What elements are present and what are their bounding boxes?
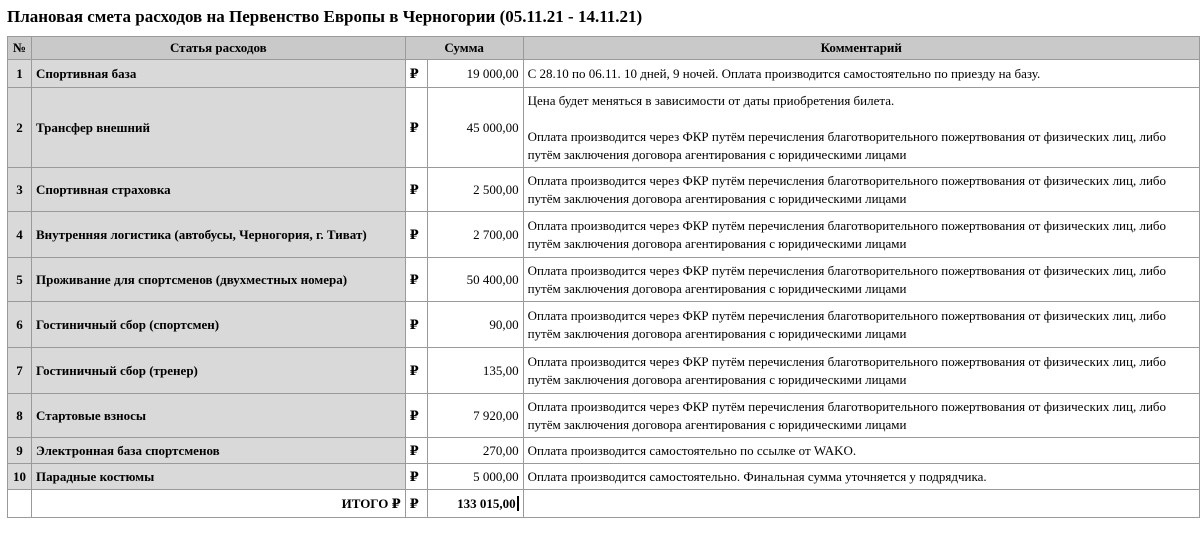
- table-row: [8, 438, 1200, 464]
- currency-symbol: ₽: [405, 258, 427, 302]
- comment-cell: [523, 348, 1199, 394]
- amount-cell: 50 400,00: [427, 258, 523, 302]
- currency-symbol: ₽: [405, 464, 427, 490]
- expense-item: Спортивная база: [31, 60, 405, 88]
- table-row: [8, 212, 1200, 258]
- expense-item: Проживание для спортсменов (двухместных номера): [31, 258, 405, 302]
- comment-text: Оплата производится через ФКР путём перечисления благотворительного пожертвования от физических лиц, либо путём заключения договора агентирования с юридическими лицами: [527, 262, 1167, 296]
- currency-symbol: ₽: [405, 212, 427, 258]
- header-comment: Комментарий: [523, 37, 1199, 60]
- currency-symbol: ₽: [405, 88, 427, 168]
- header-sum: Сумма: [405, 37, 523, 60]
- budget-table: [7, 36, 1200, 518]
- comment-cell: [523, 258, 1199, 302]
- total-label: ИТОГО ₽: [31, 490, 405, 518]
- comment-text: Оплата производится через ФКР путём перечисления благотворительного пожертвования от физических лиц, либо путём заключения договора агентирования с юридическими лицами: [527, 172, 1167, 206]
- amount-cell: 90,00: [427, 302, 523, 348]
- currency-symbol: ₽: [405, 60, 427, 88]
- total-empty-cell: [523, 490, 1199, 518]
- expense-item: Спортивная страховка: [31, 168, 405, 212]
- row-number: 2: [8, 88, 32, 168]
- amount-cell: 7 920,00: [427, 394, 523, 438]
- header-row: [8, 37, 1200, 60]
- comment-cell: [523, 168, 1199, 212]
- amount-cell: 270,00: [427, 438, 523, 464]
- table-row: [8, 60, 1200, 88]
- expense-item: Стартовые взносы: [31, 394, 405, 438]
- header-num: №: [8, 37, 32, 60]
- row-number: 5: [8, 258, 32, 302]
- row-number: 6: [8, 302, 32, 348]
- expense-item: Электронная база спортсменов: [31, 438, 405, 464]
- comment-text: Оплата производится через ФКР путём перечисления благотворительного пожертвования от физических лиц, либо путём заключения договора агентирования с юридическими лицами: [527, 217, 1167, 251]
- table-row: [8, 302, 1200, 348]
- row-number: 9: [8, 438, 32, 464]
- currency-symbol: ₽: [405, 348, 427, 394]
- comment-text: Оплата производится через ФКР путём перечисления благотворительного пожертвования от физических лиц, либо путём заключения договора агентирования с юридическими лицами: [527, 398, 1167, 432]
- table-row: [8, 88, 1200, 168]
- expense-item: Гостиничный сбор (спортсмен): [31, 302, 405, 348]
- header-item: Статья расходов: [31, 37, 405, 60]
- table-row: [8, 464, 1200, 490]
- amount-cell: 5 000,00: [427, 464, 523, 490]
- comment-text: Оплата производится через ФКР путём перечисления благотворительного пожертвования от физических лиц, либо путём заключения договора агентирования с юридическими лицами: [527, 307, 1167, 341]
- comment-cell: [523, 464, 1199, 490]
- total-amount-cell[interactable]: [427, 490, 523, 518]
- table-row: [8, 168, 1200, 212]
- comment-text: С 28.10 по 06.11. 10 дней, 9 ночей. Оплата производится самостоятельно по приезду на базу.: [527, 65, 1041, 81]
- comment-text: Оплата производится через ФКР путём перечисления благотворительного пожертвования от физических лиц, либо путём заключения договора агентирования с юридическими лицами: [527, 353, 1167, 387]
- comment-text: Цена будет меняться в зависимости от даты приобретения билета. Оплата производится через ФКР путём перечисления благотворительного пожертвования от физических лиц, либо путём заключения договора агентирования с юридическими лицами: [527, 92, 1167, 162]
- comment-cell: [523, 438, 1199, 464]
- total-currency: ₽: [405, 490, 427, 518]
- comment-text: Оплата производится самостоятельно. Финальная сумма уточняется у подрядчика.: [527, 468, 987, 484]
- amount-cell: 45 000,00: [427, 88, 523, 168]
- row-number: 7: [8, 348, 32, 394]
- currency-symbol: ₽: [405, 302, 427, 348]
- expense-item: Парадные костюмы: [31, 464, 405, 490]
- row-number: 1: [8, 60, 32, 88]
- row-number: 3: [8, 168, 32, 212]
- comment-text: Оплата производится самостоятельно по ссылке от WAKO.: [527, 442, 857, 458]
- amount-cell: 2 700,00: [427, 212, 523, 258]
- comment-cell: [523, 212, 1199, 258]
- table-row: [8, 394, 1200, 438]
- currency-symbol: ₽: [405, 438, 427, 464]
- total-blank: [8, 490, 32, 518]
- row-number: 4: [8, 212, 32, 258]
- comment-cell: [523, 302, 1199, 348]
- page-title: Плановая смета расходов на Первенство Европы в Черногории (05.11.21 - 14.11.21): [7, 7, 643, 26]
- row-number: 10: [8, 464, 32, 490]
- total-row: [8, 490, 1200, 518]
- table-row: [8, 258, 1200, 302]
- comment-cell: [523, 394, 1199, 438]
- expense-item: Внутренняя логистика (автобусы, Черногория, г. Тиват): [31, 212, 405, 258]
- expense-item: Гостиничный сбор (тренер): [31, 348, 405, 394]
- currency-symbol: ₽: [405, 168, 427, 212]
- table-row: [8, 348, 1200, 394]
- amount-cell: 2 500,00: [427, 168, 523, 212]
- amount-cell: 135,00: [427, 348, 523, 394]
- total-amount: 133 015,00: [457, 496, 519, 511]
- expense-item: Трансфер внешний: [31, 88, 405, 168]
- row-number: 8: [8, 394, 32, 438]
- comment-cell: [523, 88, 1199, 168]
- amount-cell: 19 000,00: [427, 60, 523, 88]
- currency-symbol: ₽: [405, 394, 427, 438]
- comment-cell: [523, 60, 1199, 88]
